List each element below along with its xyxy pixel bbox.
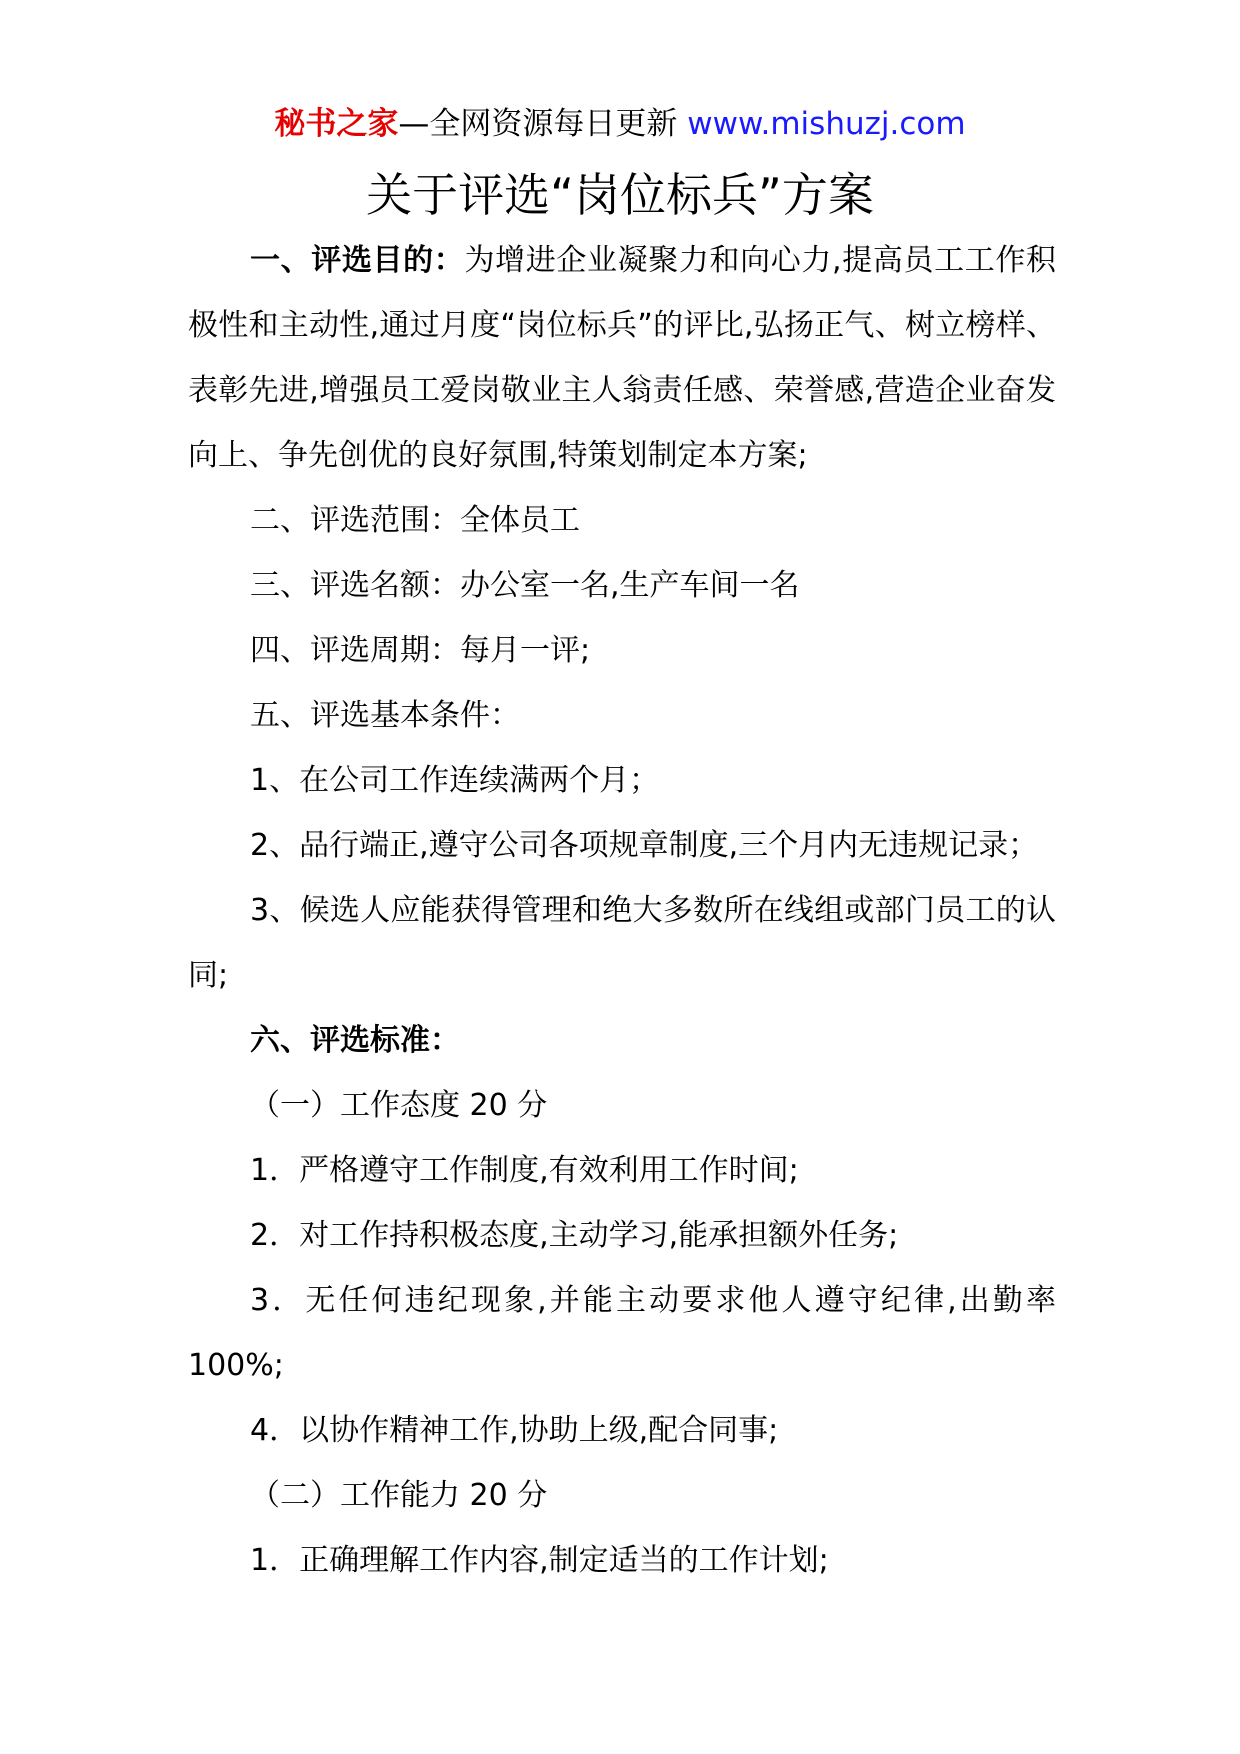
condition-item-3: 3、候选人应能获得管理和绝大多数所在线组或部门员工的认同; [188, 893, 1056, 993]
condition-item-1: 1、在公司工作连续满两个月； [250, 763, 660, 798]
attitude-item-2: 2．对工作持积极态度,主动学习,能承担额外任务; [250, 1218, 899, 1253]
purpose-heading: 一、评选目的： [250, 243, 465, 278]
attitude-item-3: 3．无任何违纪现象,并能主动要求他人遵守纪律,出勤率100%; [188, 1283, 1056, 1383]
brand-name: 秘书之家 [274, 106, 399, 142]
site-header [0, 98, 1240, 150]
ability-item-1: 1．正确理解工作内容,制定适当的工作计划; [250, 1543, 829, 1578]
attitude-item-4: 4．以协作精神工作,协助上级,配合同事; [250, 1413, 779, 1448]
purpose-text: 为增进企业凝聚力和向心力,提高员工工作积极性和主动性,通过月度“岗位标兵”的评比,弘扬正气、树立榜样、表彰先进,增强员工爱岗敬业主人翁责任感、荣誉感,营造企业奋发向上、争先创优的良好氛围,特策划制定本方案; [188, 243, 1056, 473]
document-title: 关于评选“岗位标兵”方案 [366, 168, 874, 222]
criteria-section-ability: （二）工作能力 20 分 [250, 1478, 548, 1513]
attitude-item-1: 1．严格遵守工作制度,有效利用工作时间; [250, 1153, 799, 1188]
criteria-section-attitude: （一）工作态度 20 分 [250, 1088, 548, 1123]
paragraph-conditions-heading: 五、评选基本条件： [250, 698, 520, 733]
header-tagline: —全网资源每日更新 [398, 106, 678, 142]
document-body [188, 228, 1056, 1593]
paragraph-scope: 二、评选范围：全体员工 [250, 503, 580, 538]
paragraph-criteria-heading: 六、评选标准： [250, 1023, 460, 1058]
condition-item-2: 2、品行端正,遵守公司各项规章制度,三个月内无违规记录； [250, 828, 1039, 863]
site-url-link[interactable]: www.mishuzj.com [687, 106, 966, 142]
paragraph-quota: 三、评选名额：办公室一名,生产车间一名 [250, 568, 800, 603]
paragraph-purpose [188, 228, 1056, 488]
paragraph-cycle: 四、评选周期：每月一评; [250, 633, 591, 668]
